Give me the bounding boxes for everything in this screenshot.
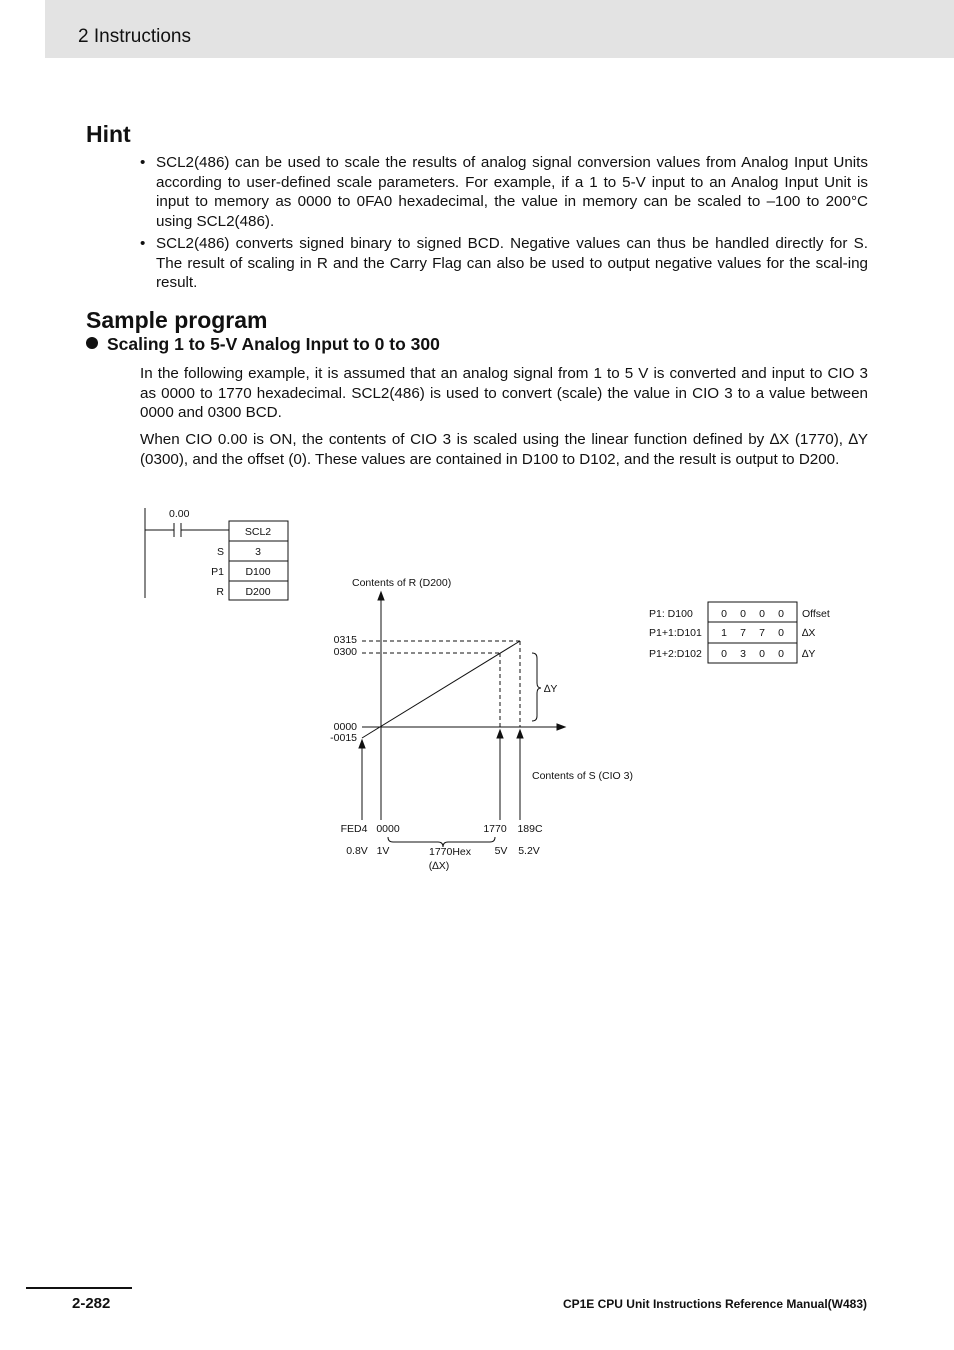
contact-label: 0.00 [169, 508, 190, 520]
sample-paragraph-2: When CIO 0.00 is ON, the contents of CIO 3 is scaled using the linear function defined by ∆X (1770), ∆Y (0300), and the offset (0). These values are contained in D100 to D102, and the result is output to D200. [140, 431, 868, 468]
param-digit: 0 [778, 608, 784, 620]
operand-label-s: S [216, 546, 224, 558]
operand-label-p1: P1 [211, 566, 224, 578]
hint-heading: Hint [86, 121, 131, 147]
operand-value-p1: D100 [245, 566, 271, 578]
instruction-name: SCL2 [244, 526, 272, 538]
param-note-offset: Offset [802, 608, 830, 620]
graph-x-axis-label: Contents of S (CIO 3) [532, 770, 633, 782]
param-digit: 0 [721, 648, 727, 660]
operand-value-r: D200 [245, 586, 271, 598]
param-digit: 0 [740, 608, 746, 620]
x-tick-1770: 1770 [483, 823, 507, 835]
delta-x-sublabel: (∆X) [428, 860, 450, 872]
param-note-delta-x: ∆X [802, 627, 816, 639]
section-header: 2 Instructions [78, 26, 191, 47]
param-digit: 7 [759, 627, 765, 639]
param-digit: 0 [778, 627, 784, 639]
y-tick-0300: 0300 [333, 646, 357, 658]
sample-paragraph-1: In the following example, it is assumed that an analog signal from 1 to 5 V is converted and input to CIO 3 as 0000 to 1770 hexadecimal. SCL2(486) is used to convert (scale) the value in CIO 3 to a value between 0000 and 0300 BCD. [140, 365, 868, 421]
y-tick-0000: 0000 [333, 721, 357, 733]
param-digit: 0 [759, 608, 765, 620]
delta-x-label: 1770Hex [428, 846, 472, 858]
param-address-d101: P1+1:D101 [649, 627, 702, 639]
graph-y-axis-label: Contents of R (D200) [352, 577, 452, 589]
sample-subheading: Scaling 1 to 5-V Analog Input to 0 to 300 [86, 334, 440, 355]
voltage-5v: 5V [494, 845, 508, 857]
hint-bullet-2: • SCL2(486) converts signed binary to signed BCD. Negative values can thus be handled directly for S. The result of scaling in R and the Carry Flag can also be used to output negative values for the scal-ing result. [140, 235, 868, 291]
param-note-delta-y: ∆Y [802, 648, 816, 660]
x-tick-0000: 0000 [376, 823, 400, 835]
param-digit: 1 [721, 627, 727, 639]
param-address-d100: P1: D100 [649, 608, 693, 620]
param-digit: 0 [721, 608, 727, 620]
y-tick-0315: 0315 [333, 634, 357, 646]
param-digit: 3 [740, 648, 746, 660]
footer-rule [26, 1287, 132, 1289]
operand-value-s: 3 [255, 546, 261, 558]
hint-bullet-1: • SCL2(486) can be used to scale the results of analog signal conversion values from Analog Input Units according to user-defined scale parameters. For example, if a 1 to 5-V input to an Analog Input Unit is input to memory as 0000 to 0FA0 hexadecimal, the value in memory can be scaled to –100 to 200°C using SCL2(486). [140, 154, 868, 230]
operand-label-r: R [216, 586, 224, 598]
voltage-5-2v: 5.2V [518, 845, 540, 857]
param-digit: 0 [778, 648, 784, 660]
param-digit: 7 [740, 627, 746, 639]
param-address-d102: P1+2:D102 [649, 648, 702, 660]
bullet-dot: • [140, 235, 146, 252]
y-tick-minus-0015: -0015 [330, 732, 357, 744]
param-digit: 0 [759, 648, 765, 660]
page-number: 2-282 [72, 1295, 111, 1312]
x-tick-189c: 189C [517, 823, 543, 835]
voltage-1v: 1V [376, 845, 390, 857]
sample-program-heading: Sample program [86, 307, 268, 333]
scaling-graph [359, 592, 565, 847]
bullet-dot: • [140, 154, 146, 171]
x-tick-fed4: FED4 [340, 823, 368, 835]
manual-title: CP1E CPU Unit Instructions Reference Manual(W483) [562, 1297, 867, 1311]
voltage-0-8v: 0.8V [346, 845, 368, 857]
delta-y-label: ∆Y [544, 683, 558, 695]
